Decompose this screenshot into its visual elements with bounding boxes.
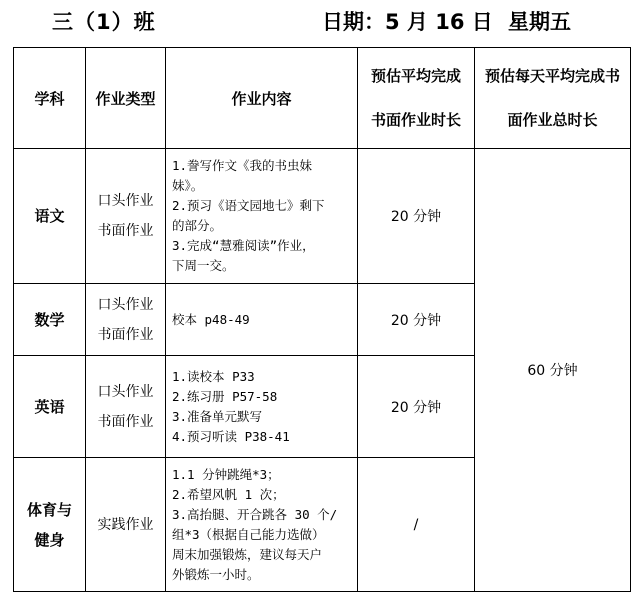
homework-table [13, 47, 631, 592]
subject-text: 健身 [34, 530, 65, 549]
content-line: 外锻炼一小时。 [172, 566, 260, 582]
type-cell [86, 356, 166, 458]
content-line: 校本 p48-49 [172, 311, 250, 327]
header-daily-total [475, 48, 631, 149]
time-cell: 20 分钟 [358, 149, 475, 284]
subject-cell [14, 284, 86, 356]
header-subject: 学科 [14, 48, 86, 149]
subject-cell [14, 356, 86, 458]
content-cell [166, 458, 358, 592]
class-name: 三（1）班 [52, 10, 156, 34]
time-cell: 20 分钟 [358, 356, 475, 458]
content-line: 1.读校本 P33 [172, 368, 255, 384]
subject-cell [14, 458, 86, 592]
subject-text: 数学 [34, 310, 65, 329]
content-line: 2.希望风帆 1 次； [172, 486, 285, 502]
page-header [0, 0, 643, 40]
subject-text: 语文 [34, 207, 65, 225]
type-text: 口头作业 [97, 383, 154, 400]
type-text: 书面作业 [97, 413, 154, 430]
type-cell [86, 458, 166, 592]
subject-cell [14, 149, 86, 284]
table-header-row [14, 48, 631, 149]
header-avg-time [358, 48, 475, 149]
weekday: 星期五 [508, 10, 571, 34]
header-daily-total-line-2: 面作业总时长 [507, 111, 598, 129]
time-cell: / [358, 458, 475, 592]
type-cell [86, 149, 166, 284]
content-line: 的部分。 [172, 218, 223, 233]
daily-total-cell: 60 分钟 [475, 149, 631, 592]
content-cell [166, 356, 358, 458]
header-type: 作业类型 [86, 48, 166, 149]
time-cell: 20 分钟 [358, 284, 475, 356]
type-text: 书面作业 [97, 223, 154, 239]
type-text: 书面作业 [97, 326, 154, 343]
header-content: 作业内容 [166, 48, 358, 149]
content-line: 4.预习听读 P38-41 [172, 428, 290, 444]
content-cell [166, 284, 358, 356]
content-line: 1.誊写作文《我的书虫妹 [172, 158, 313, 173]
content-line: 1.1 分钟跳绳*3； [172, 466, 280, 482]
header-avg-time-line-2: 书面作业时长 [370, 111, 461, 129]
content-line: 下周一交。 [172, 258, 235, 273]
date: 日期：5 月 16 日 [322, 10, 493, 34]
header-daily-total-line-1: 预估每天平均完成书 [484, 67, 620, 85]
subject-text: 英语 [34, 397, 65, 416]
header-avg-time-line-1: 预估平均完成 [370, 67, 461, 85]
subject-text: 体育与 [26, 500, 72, 519]
content-line: 周末加强锻炼，建议每天户 [172, 546, 323, 562]
content-line: 3.完成“慧雅阅读”作业， [172, 238, 315, 253]
type-text: 口头作业 [97, 193, 154, 209]
content-cell [166, 149, 358, 284]
content-line: 妹》。 [172, 178, 204, 193]
table-row [14, 149, 631, 284]
content-line: 组*3（根据自己能力选做） [172, 526, 325, 542]
content-line: 3.准备单元默写 [172, 408, 263, 424]
content-line: 2.练习册 P57-58 [172, 388, 278, 404]
type-text: 实践作业 [97, 516, 154, 533]
type-cell [86, 284, 166, 356]
type-text: 口头作业 [97, 296, 154, 313]
content-line: 3.高抬腿、开合跳各 30 个/ [172, 506, 338, 522]
content-line: 2.预习《语文园地七》剩下 [172, 198, 325, 213]
